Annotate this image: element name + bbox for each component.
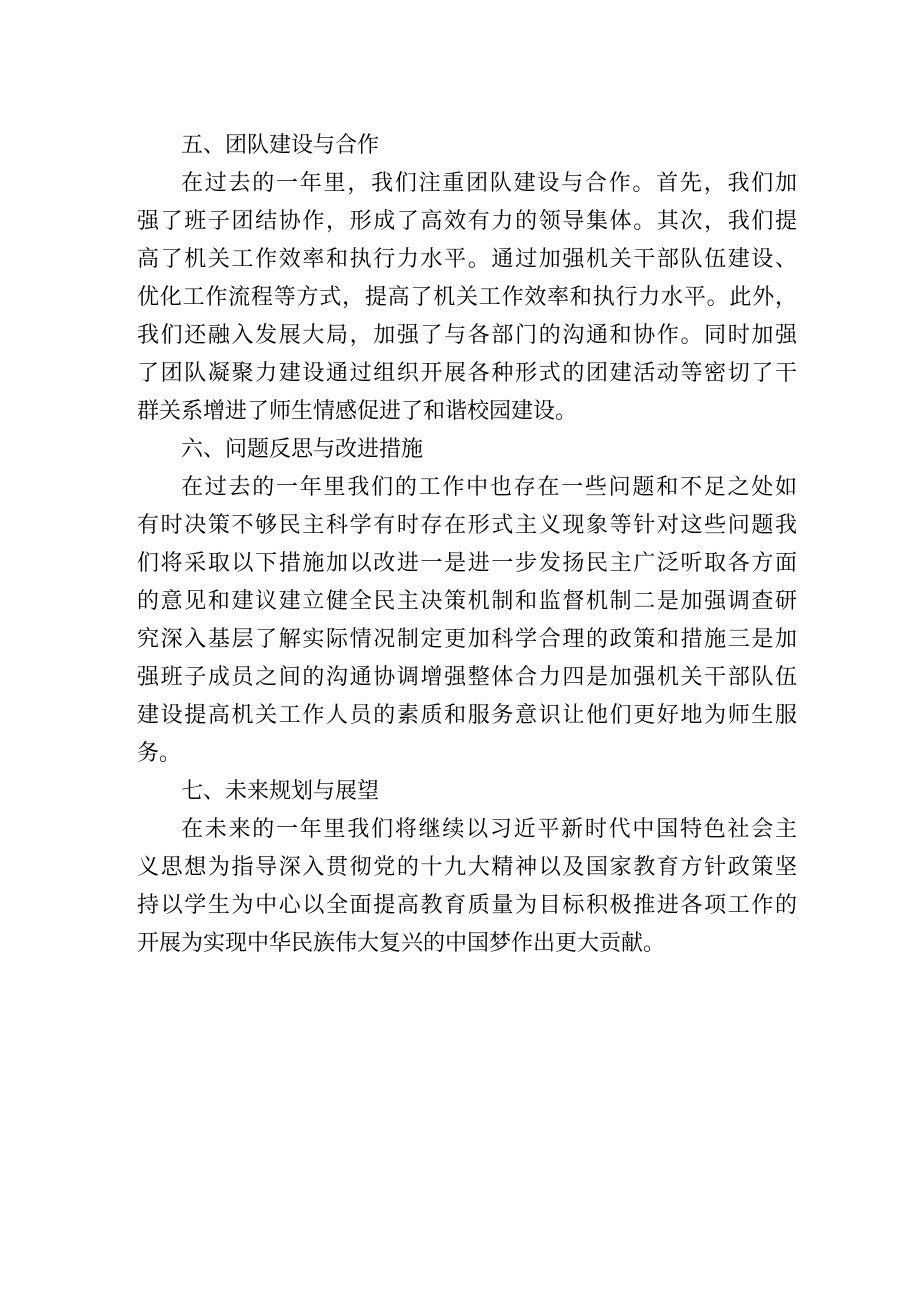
document-body — [137, 127, 797, 963]
paragraph-line: 高了机关工作效率和执行力水平。通过加强机关干部队伍建设、 — [137, 247, 797, 272]
paragraph-line: 开展为实现中华民族伟大复兴的中国梦作出更大贡献。 — [137, 931, 666, 956]
paragraph-line: 义思想为指导深入贯彻党的十九大精神以及国家教育方针政策坚 — [137, 855, 797, 880]
paragraph-line: 我们还融入发展大局，加强了与各部门的沟通和协作。同时加强 — [137, 323, 797, 348]
section-future-plan — [137, 773, 797, 963]
paragraph-line: 们将采取以下措施加以改进一是进一步发扬民主广泛听取各方面 — [137, 551, 797, 576]
paragraph-line: 在过去的一年里我们的工作中也存在一些问题和不足之处如 — [181, 475, 797, 500]
section-paragraph — [137, 165, 797, 431]
paragraph-line: 强了班子团结协作，形成了高效有力的领导集体。其次，我们提 — [137, 209, 797, 234]
section-heading: 七、未来规划与展望 — [181, 779, 380, 804]
paragraph-line: 强班子成员之间的沟通协调增强整体合力四是加强机关干部队伍 — [137, 665, 797, 690]
paragraph-line: 究深入基层了解实际情况制定更加科学合理的政策和措施三是加 — [137, 627, 797, 652]
section-paragraph — [137, 811, 797, 963]
paragraph-line: 务。 — [137, 741, 182, 766]
paragraph-line: 建设提高机关工作人员的素质和服务意识让他们更好地为师生服 — [137, 703, 797, 728]
section-heading: 五、团队建设与合作 — [181, 133, 380, 158]
paragraph-line: 有时决策不够民主科学有时存在形式主义现象等针对这些问题我 — [137, 513, 797, 538]
paragraph-line: 在未来的一年里我们将继续以习近平新时代中国特色社会主 — [181, 817, 797, 842]
paragraph-line: 的意见和建议建立健全民主决策机制和监督机制二是加强调查研 — [137, 589, 797, 614]
paragraph-line: 优化工作流程等方式，提高了机关工作效率和执行力水平。此外， — [137, 285, 797, 310]
section-reflection — [137, 431, 797, 773]
paragraph-line: 在过去的一年里，我们注重团队建设与合作。首先，我们加 — [181, 171, 797, 196]
section-team-building — [137, 127, 797, 431]
paragraph-line: 了团队凝聚力建设通过组织开展各种形式的团建活动等密切了干 — [137, 361, 797, 386]
section-heading: 六、问题反思与改进措施 — [181, 437, 424, 462]
paragraph-line: 群关系增进了师生情感促进了和谐校园建设。 — [137, 399, 578, 424]
section-paragraph — [137, 469, 797, 773]
paragraph-line: 持以学生为中心以全面提高教育质量为目标积极推进各项工作的 — [137, 893, 797, 918]
